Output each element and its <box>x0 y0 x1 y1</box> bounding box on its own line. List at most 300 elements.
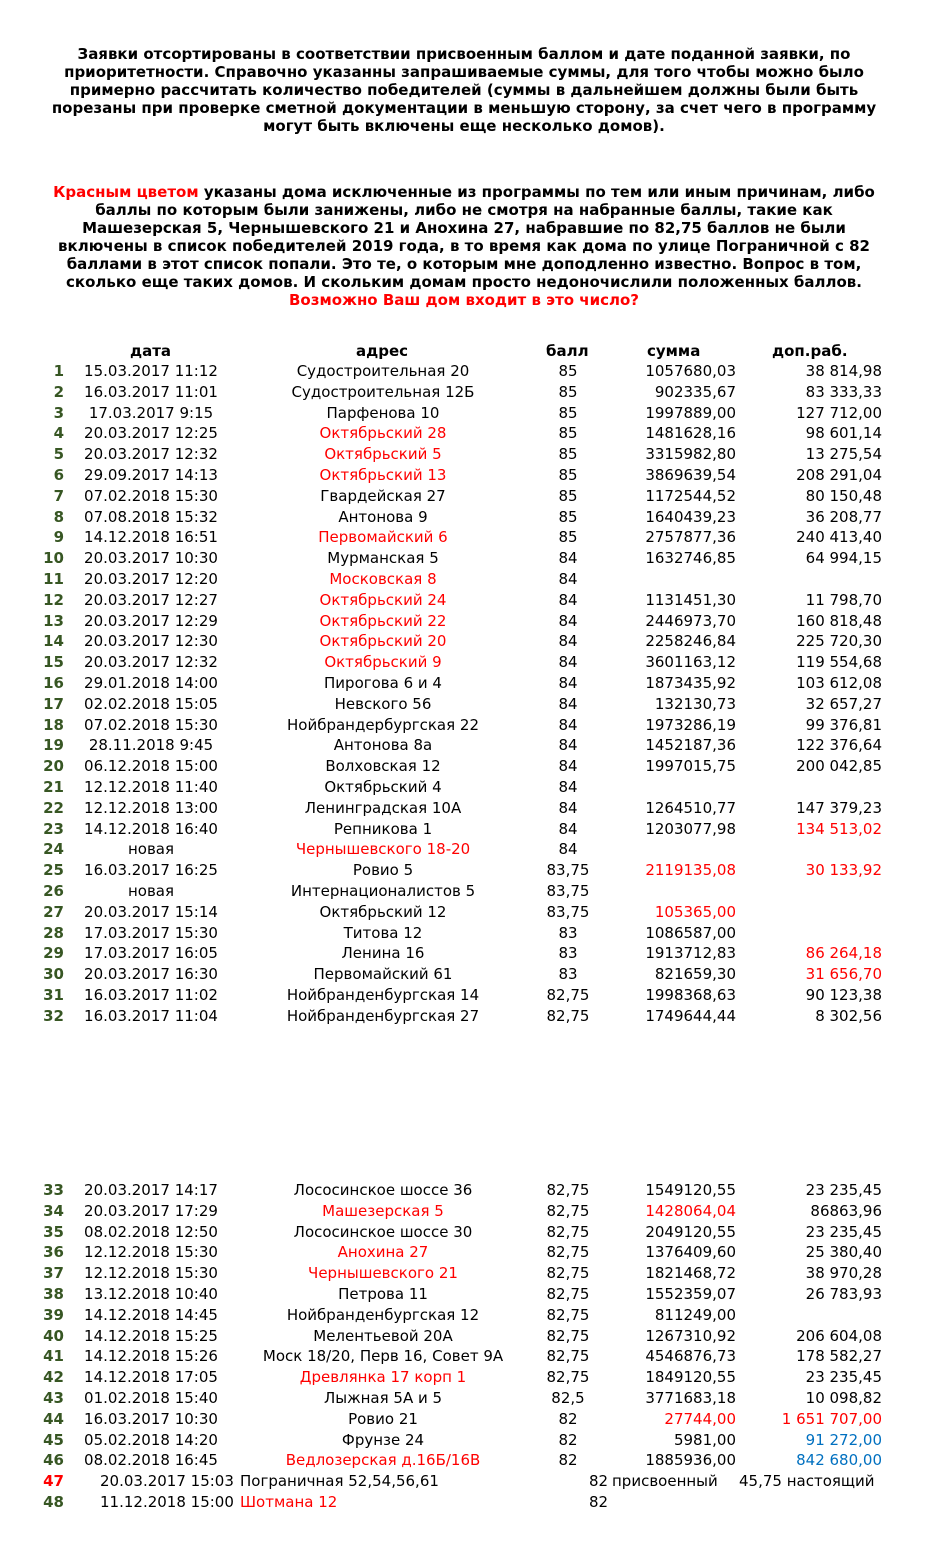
table-row <box>0 694 928 715</box>
row-extra: 1 651 707,00 <box>781 1409 882 1428</box>
row-date: 14.12.2018 15:26 <box>84 1347 218 1366</box>
note-lead-red: Красным цветом <box>53 183 199 201</box>
row-address: Гвардейская 27 <box>320 486 446 505</box>
row-number: 14 <box>43 632 64 651</box>
row-date: 07.02.2018 15:30 <box>84 486 218 505</box>
row-number: 19 <box>43 736 64 755</box>
row-date: 12.12.2018 13:00 <box>84 798 218 817</box>
row-score: 84 <box>558 798 578 817</box>
row-address: Первомайский 6 <box>318 528 448 547</box>
row-sum: 1376409,60 <box>645 1243 736 1262</box>
row-sum: 132130,73 <box>654 694 736 713</box>
row-number: 6 <box>53 466 64 484</box>
row-address: Октябрьский 20 <box>319 632 447 651</box>
row-score: 82 <box>558 1409 578 1428</box>
row-sum: 2258246,84 <box>645 632 736 651</box>
row-date: 14.12.2018 16:51 <box>84 528 218 547</box>
row-date: 16.03.2017 11:02 <box>84 986 218 1004</box>
row-score: 84 <box>558 549 578 568</box>
row-number: 8 <box>53 507 64 526</box>
row-number: 32 <box>43 1006 64 1025</box>
row-sum: 105365,00 <box>654 902 736 921</box>
row-sum: 1086587,00 <box>645 923 736 942</box>
table-row <box>0 860 928 881</box>
table-row <box>0 1346 928 1367</box>
row-score: 85 <box>558 466 578 484</box>
row-number: 28 <box>43 923 64 942</box>
row-extra: 103 612,08 <box>796 674 882 692</box>
row-date: новая <box>127 882 175 900</box>
row-score: 84 <box>558 778 578 796</box>
header-date: дата <box>130 342 172 360</box>
row-date: 11.12.2018 15:00 <box>100 1492 234 1511</box>
row-extra: 83 333,33 <box>805 382 882 401</box>
row-address: Интернационалистов 5 <box>290 882 476 900</box>
row-extra: 208 291,04 <box>796 466 882 484</box>
row-number: 15 <box>43 653 64 672</box>
row-score: 84 <box>558 632 578 651</box>
row-score: 82,75 <box>546 1305 590 1324</box>
row-address: Антонова 8а <box>333 736 433 755</box>
table-row <box>0 1242 928 1263</box>
table-row <box>0 902 928 923</box>
row-sum: 1632746,85 <box>645 549 736 568</box>
row-date: 16.03.2017 16:25 <box>84 861 218 880</box>
row-date: 17.03.2017 15:30 <box>84 923 218 942</box>
row-sum: 1452187,36 <box>645 736 736 755</box>
row-date: 05.02.2018 14:20 <box>84 1430 218 1449</box>
intro-paragraph: Заявки отсортированы в соответствии присвоенным баллом и дате поданной заявки, по приоритетности. Справочно указанны запрашиваемые суммы, для того чтобы можно было примерно рассчитать количество победителей (суммы в дальнейшем должны были быть порезаны при проверке сметной документации в меньшую сторону, за счет чего в программу могут быть включены еще несколько домов). <box>51 45 877 135</box>
row-address: Октябрьский 9 <box>324 653 442 672</box>
row-number: 5 <box>53 445 64 464</box>
row-extra: 13 275,54 <box>805 445 882 464</box>
row-date: 20.03.2017 12:20 <box>84 570 218 588</box>
row-extra: 86 264,18 <box>805 944 882 963</box>
note-tail-red: Возможно Ваш дом входит в это число? <box>289 291 639 309</box>
row-score: 83 <box>558 944 578 963</box>
row-extra: 99 376,81 <box>805 715 882 734</box>
row-extra: 206 604,08 <box>796 1326 882 1345</box>
row-date: 20.03.2017 12:32 <box>84 445 218 464</box>
table-row <box>0 423 928 444</box>
row-date: 20.03.2017 10:30 <box>84 549 218 568</box>
row-date: 16.03.2017 11:01 <box>84 382 218 401</box>
row-date: 29.01.2018 14:00 <box>84 674 218 692</box>
row-score: 85 <box>558 382 578 401</box>
row-extra: 11 798,70 <box>805 590 882 609</box>
table-row <box>0 715 928 736</box>
row-address: Лососинское шоссе 36 <box>293 1181 473 1199</box>
row-number: 4 <box>53 424 64 443</box>
row-sum: 5981,00 <box>673 1430 736 1449</box>
header-sum: сумма <box>647 342 701 360</box>
row-score: 82 <box>589 1492 609 1511</box>
row-score: 84 <box>558 674 578 692</box>
row-address: Моск 18/20, Перв 16, Совет 9А <box>262 1347 504 1366</box>
row-number: 24 <box>43 840 64 859</box>
row-number: 23 <box>43 819 64 838</box>
row-address: Судостроительная 20 <box>296 362 470 380</box>
table-row <box>0 631 928 652</box>
row-address: Октябрьский 12 <box>319 902 447 921</box>
row-extra: 91 272,00 <box>805 1430 882 1449</box>
row-date: 07.08.2018 15:32 <box>84 507 218 526</box>
row-extra: 10 098,82 <box>805 1389 882 1407</box>
row-extra: 45,75 настоящий <box>739 1472 875 1490</box>
table-row <box>0 1284 928 1305</box>
row-sum: 2119135,08 <box>645 861 736 880</box>
row-date: 17.03.2017 16:05 <box>84 944 218 963</box>
row-address: Титова 12 <box>343 923 423 942</box>
table-row <box>0 1222 928 1243</box>
row-address: Октябрьский 24 <box>319 590 447 609</box>
row-address: Лыжная 5А и 5 <box>323 1389 443 1407</box>
row-number: 30 <box>43 965 64 984</box>
row-date: 15.03.2017 11:12 <box>84 362 218 380</box>
row-score: 85 <box>558 424 578 443</box>
row-address: Нойбрандербургская 22 <box>286 715 479 734</box>
row-score: 82,75 <box>546 1006 590 1025</box>
row-date: 20.03.2017 12:29 <box>84 611 218 630</box>
row-number: 39 <box>43 1305 64 1324</box>
row-number: 44 <box>43 1409 64 1428</box>
row-address: Октябрьский 22 <box>319 611 447 630</box>
table-row <box>0 1006 928 1027</box>
row-sum: 1172544,52 <box>645 486 736 505</box>
row-address: Ровио 21 <box>348 1409 418 1428</box>
table-row <box>0 361 928 382</box>
row-date: 14.12.2018 15:25 <box>84 1326 218 1345</box>
table-row <box>0 777 928 798</box>
row-score: 82,75 <box>546 1326 590 1345</box>
row-score: 83 <box>558 923 578 942</box>
table-row <box>0 735 928 756</box>
row-extra: 127 712,00 <box>796 403 882 422</box>
row-extra: 240 413,40 <box>796 528 882 547</box>
row-sum: 1057680,03 <box>645 362 736 380</box>
row-score: 84 <box>558 840 578 859</box>
row-address: Нойбранденбургская 14 <box>286 986 480 1004</box>
row-extra: 64 994,15 <box>805 549 882 568</box>
row-number: 26 <box>43 882 64 900</box>
row-sum: 1885936,00 <box>645 1451 736 1470</box>
row-score: 83 <box>558 965 578 984</box>
table-row <box>0 548 928 569</box>
row-score: 84 <box>558 653 578 672</box>
row-extra: 147 379,23 <box>796 798 882 817</box>
table-row <box>0 1450 928 1471</box>
row-address: Парфенова 10 <box>326 403 440 422</box>
row-address: Волховская 12 <box>325 757 441 776</box>
row-score: 85 <box>558 362 578 380</box>
row-number: 33 <box>43 1181 64 1199</box>
row-address: Нойбранденбургская 12 <box>286 1305 480 1324</box>
row-sum: 1873435,92 <box>645 674 736 692</box>
row-score: 83,75 <box>546 902 590 921</box>
row-address: Петрова 11 <box>338 1285 428 1303</box>
row-score: 85 <box>558 445 578 464</box>
row-number: 40 <box>43 1326 64 1345</box>
row-address: Ровио 5 <box>352 861 414 880</box>
row-number: 3 <box>53 403 64 422</box>
row-address: Нойбранденбургская 27 <box>286 1006 480 1025</box>
header-address: адрес <box>356 342 409 360</box>
row-date: 12.12.2018 15:30 <box>84 1243 218 1262</box>
row-date: 20.03.2017 15:14 <box>84 902 218 921</box>
row-sum: 2049120,55 <box>645 1222 736 1241</box>
table-row <box>0 382 928 403</box>
row-address: Антонова 9 <box>338 507 428 526</box>
row-score: 84 <box>558 570 578 588</box>
table-row <box>0 943 928 964</box>
row-number: 10 <box>43 549 64 568</box>
row-address: Невского 56 <box>334 694 432 713</box>
row-date: 14.12.2018 17:05 <box>84 1368 218 1387</box>
row-date: 16.03.2017 10:30 <box>84 1409 218 1428</box>
row-date: 20.03.2017 17:29 <box>84 1201 218 1220</box>
row-extra: 225 720,30 <box>796 632 882 651</box>
row-extra: 119 554,68 <box>796 653 882 672</box>
row-score: 84 <box>558 694 578 713</box>
table-row <box>0 1430 928 1451</box>
row-score: 82,75 <box>546 1285 590 1303</box>
row-sum: 1640439,23 <box>645 507 736 526</box>
row-score: 82,75 <box>546 986 590 1004</box>
row-extra: 23 235,45 <box>805 1368 882 1387</box>
table-row <box>0 756 928 777</box>
row-number: 42 <box>43 1368 64 1387</box>
row-sum: 1203077,98 <box>645 819 736 838</box>
row-number: 34 <box>43 1201 64 1220</box>
row-sum: 1428064,04 <box>645 1201 736 1220</box>
note-paragraph <box>40 183 888 309</box>
row-extra: 134 513,02 <box>796 819 882 838</box>
row-score: 83,75 <box>546 882 590 900</box>
row-number: 41 <box>43 1347 64 1366</box>
row-number: 18 <box>43 715 64 734</box>
row-address: Лососинское шоссе 30 <box>293 1222 473 1241</box>
row-sum: 27744,00 <box>664 1409 736 1428</box>
row-date: 20.03.2017 12:25 <box>84 424 218 443</box>
row-address: Октябрьский 28 <box>319 424 447 443</box>
row-score: 84 <box>558 736 578 755</box>
row-date: 12.12.2018 15:30 <box>84 1264 218 1283</box>
row-address: Октябрьский 5 <box>324 445 442 464</box>
row-number: 46 <box>43 1451 64 1470</box>
row-score: 82,75 <box>546 1181 590 1199</box>
row-number: 27 <box>43 902 64 921</box>
row-date: 06.12.2018 15:00 <box>84 757 218 776</box>
row-date: 13.12.2018 10:40 <box>84 1285 218 1303</box>
table-row <box>0 985 928 1006</box>
row-address: Мурманская 5 <box>327 549 439 568</box>
row-extra: 31 656,70 <box>805 965 882 984</box>
row-date: 14.12.2018 14:45 <box>84 1305 218 1324</box>
row-extra: 23 235,45 <box>805 1181 882 1199</box>
table-row <box>0 1492 928 1513</box>
row-sum: 1264510,77 <box>645 798 736 817</box>
table-row <box>0 839 928 860</box>
row-sum: 1849120,55 <box>645 1368 736 1387</box>
row-address: Октябрьский 4 <box>324 778 442 796</box>
table-row <box>0 1471 928 1492</box>
row-extra: 38 970,28 <box>805 1264 882 1283</box>
table-row <box>0 881 928 902</box>
row-date: 17.03.2017 9:15 <box>88 403 214 422</box>
row-number: 43 <box>43 1389 64 1407</box>
row-score: 82,5 <box>551 1389 585 1407</box>
row-score: 82 <box>589 1472 609 1490</box>
row-address: Анохина 27 <box>337 1243 429 1262</box>
row-date: 28.11.2018 9:45 <box>88 736 214 755</box>
row-address: Шотмана 12 <box>240 1492 338 1511</box>
row-sum: 3869639,54 <box>645 466 736 484</box>
table-row <box>0 1201 928 1222</box>
row-score: 84 <box>558 757 578 776</box>
table-row <box>0 611 928 632</box>
table-row <box>0 652 928 673</box>
row-sum: 1267310,92 <box>645 1326 736 1345</box>
row-number: 9 <box>53 528 64 547</box>
row-score: 82,75 <box>546 1222 590 1241</box>
row-extra: 8 302,56 <box>815 1006 882 1025</box>
row-sum: 1549120,55 <box>645 1181 736 1199</box>
row-extra: 122 376,64 <box>796 736 882 755</box>
row-date: 20.03.2017 16:30 <box>84 965 218 984</box>
row-number: 36 <box>43 1243 64 1262</box>
row-sum: 1131451,30 <box>645 590 736 609</box>
row-number: 21 <box>43 778 64 796</box>
header-extra: доп.раб. <box>772 342 848 360</box>
row-score: 83,75 <box>546 861 590 880</box>
row-score: 82,75 <box>546 1264 590 1283</box>
row-address: Чернышевского 18-20 <box>295 840 471 859</box>
table-row <box>0 819 928 840</box>
row-sum: 1552359,07 <box>645 1285 736 1303</box>
row-date: 16.03.2017 11:04 <box>84 1006 218 1025</box>
row-address: Судостроительная 12Б <box>291 382 475 401</box>
row-number: 22 <box>43 798 64 817</box>
row-date: 08.02.2018 16:45 <box>84 1451 218 1470</box>
table-row <box>0 1367 928 1388</box>
row-score: 84 <box>558 611 578 630</box>
row-score: 84 <box>558 819 578 838</box>
table-row <box>0 1180 928 1201</box>
row-date: 29.09.2017 14:13 <box>84 466 218 484</box>
row-extra: 200 042,85 <box>796 757 882 776</box>
table-row <box>0 486 928 507</box>
table-row <box>0 673 928 694</box>
row-number: 45 <box>43 1430 64 1449</box>
row-score: 85 <box>558 403 578 422</box>
row-address: Ленинградская 10А <box>304 798 462 817</box>
row-sum: 1749644,44 <box>645 1006 736 1025</box>
row-date: 20.03.2017 14:17 <box>84 1181 218 1199</box>
row-sum: 1998368,63 <box>645 986 736 1004</box>
row-sum: 1913712,83 <box>645 944 736 963</box>
row-sum: 811249,00 <box>654 1305 736 1324</box>
row-score: 85 <box>558 486 578 505</box>
row-number: 7 <box>53 486 64 505</box>
row-extra: 98 601,14 <box>805 424 882 443</box>
row-date: 01.02.2018 15:40 <box>84 1389 218 1407</box>
row-address: Ведлозерская д.16Б/16В <box>285 1451 481 1470</box>
table-row <box>0 527 928 548</box>
row-address: Древлянка 17 корп 1 <box>299 1368 467 1387</box>
table-row <box>0 465 928 486</box>
row-extra: 80 150,48 <box>805 486 882 505</box>
row-sum: 3315982,80 <box>645 445 736 464</box>
row-extra: 38 814,98 <box>805 362 882 380</box>
row-number: 2 <box>53 382 64 401</box>
row-number: 29 <box>43 944 64 963</box>
table-row <box>0 1388 928 1409</box>
row-score: 82,75 <box>546 1201 590 1220</box>
table-row <box>0 923 928 944</box>
table-row <box>0 964 928 985</box>
row-number: 11 <box>43 570 64 588</box>
note-body: указаны дома исключенные из программы по тем или иным причинам, либо баллы по которым были занижены, либо не смотря на набранные баллы, такие как Машезерская 5, Чернышевского 21 и Анохина 27, набравшие по 82,75 баллов не были включены в список победителей 2019 года, в то время как дома по улице Пограничной с 82 баллами в этот список попали. Это те, о которым мне доподленно известно. Вопрос в том, сколько еще таких домов. И скольким домам просто недоночислили положенных баллов. <box>58 183 875 291</box>
row-sum: присвоенный <box>612 1472 718 1490</box>
row-date: 20.03.2017 15:03 <box>100 1472 234 1490</box>
row-extra: 25 380,40 <box>805 1243 882 1262</box>
table-row <box>0 1305 928 1326</box>
row-sum: 3601163,12 <box>645 653 736 672</box>
row-date: 07.02.2018 15:30 <box>84 715 218 734</box>
row-number: 48 <box>43 1492 64 1511</box>
row-date: 20.03.2017 12:30 <box>84 632 218 651</box>
row-score: 85 <box>558 507 578 526</box>
row-score: 82,75 <box>546 1368 590 1387</box>
row-number: 12 <box>43 590 64 609</box>
row-sum: 821659,30 <box>654 965 736 984</box>
row-score: 84 <box>558 590 578 609</box>
row-extra: 90 123,38 <box>805 986 882 1004</box>
row-extra: 32 657,27 <box>805 694 882 713</box>
row-sum: 902335,67 <box>654 382 736 401</box>
row-sum: 2446973,70 <box>645 611 736 630</box>
row-score: 82,75 <box>546 1243 590 1262</box>
header-score: балл <box>546 342 589 360</box>
row-extra: 23 235,45 <box>805 1222 882 1241</box>
row-sum: 1821468,72 <box>645 1264 736 1283</box>
row-number: 31 <box>43 986 64 1004</box>
row-extra: 160 818,48 <box>796 611 882 630</box>
table-row <box>0 1326 928 1347</box>
row-date: новая <box>127 840 175 859</box>
row-address: Московская 8 <box>329 570 437 588</box>
row-address: Репникова 1 <box>333 819 433 838</box>
row-extra: 842 680,00 <box>796 1451 882 1470</box>
table-row <box>0 444 928 465</box>
row-number: 20 <box>43 757 64 776</box>
row-date: 02.02.2018 15:05 <box>84 694 218 713</box>
row-extra: 36 208,77 <box>805 507 882 526</box>
row-address: Пограничная 52,54,56,61 <box>240 1472 439 1490</box>
row-address: Октябрьский 13 <box>319 466 447 484</box>
row-sum: 1997889,00 <box>645 403 736 422</box>
row-date: 20.03.2017 12:27 <box>84 590 218 609</box>
row-score: 84 <box>558 715 578 734</box>
row-sum: 2757877,36 <box>645 528 736 547</box>
row-date: 08.02.2018 12:50 <box>84 1222 218 1241</box>
row-number: 16 <box>43 674 64 692</box>
row-number: 1 <box>53 362 64 380</box>
row-number: 35 <box>43 1222 64 1241</box>
row-sum: 1973286,19 <box>645 715 736 734</box>
row-number: 17 <box>43 694 64 713</box>
table-row <box>0 1409 928 1430</box>
